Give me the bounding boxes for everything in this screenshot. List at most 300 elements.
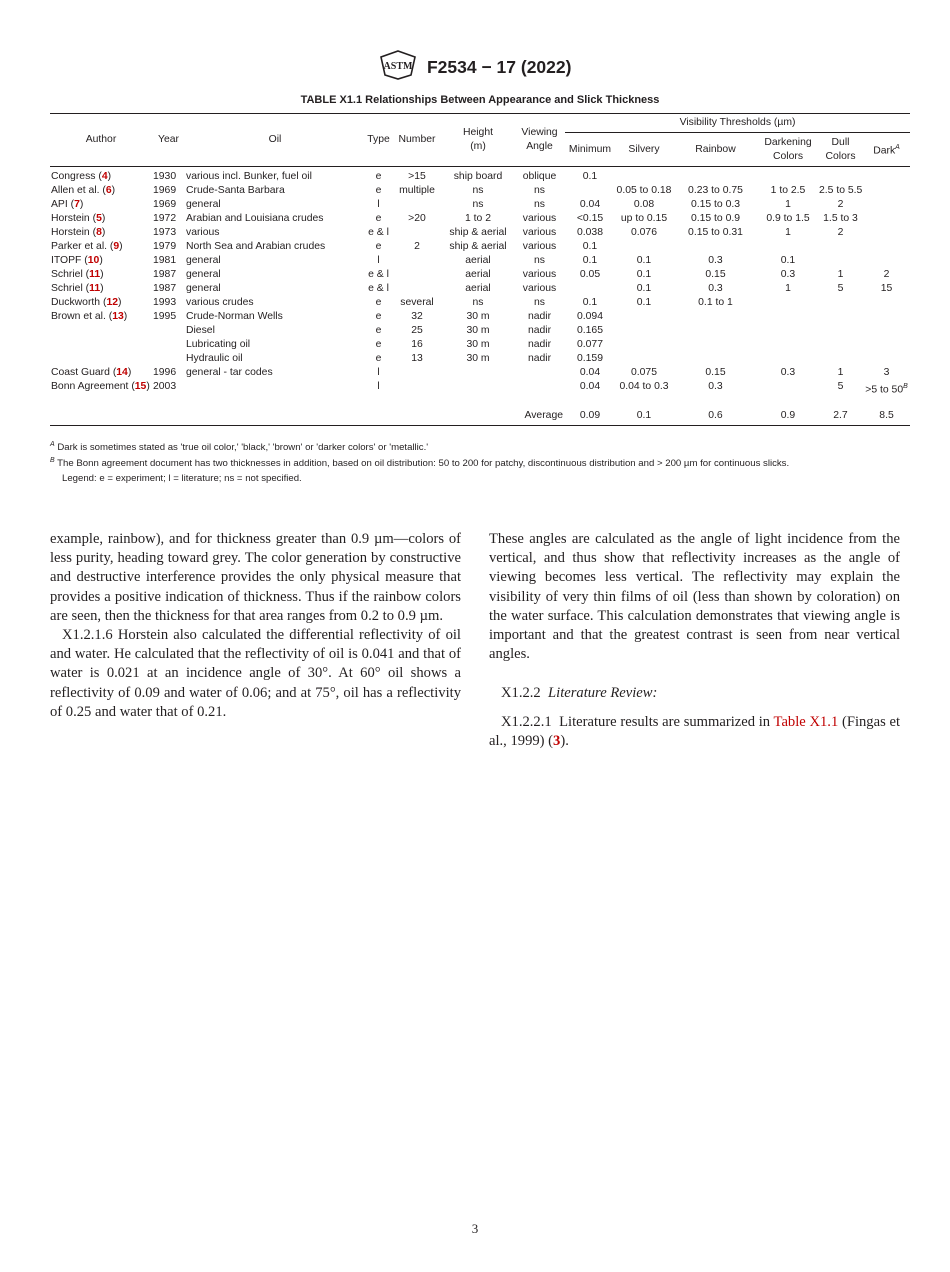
cell-height: ns [472, 199, 484, 210]
cell-darkening [758, 296, 818, 310]
table-x1-1-link[interactable]: Table X1.1 [773, 713, 839, 730]
angle-line2: Angle [526, 141, 553, 152]
paragraph-text-2: (Fingas et al., 1999) ( [489, 713, 900, 749]
cell-min: 0.038 [576, 227, 603, 238]
cell-number: >20 [408, 213, 426, 224]
cell-year: 1979 [153, 241, 177, 252]
cell-number: 25 [411, 325, 423, 336]
cell-dull: 1 [837, 269, 844, 280]
cell-oil: Crude-Norman Wells [186, 311, 283, 322]
cell-dull [818, 240, 863, 254]
angle-line1: Viewing [521, 127, 558, 138]
cell-number [392, 282, 442, 296]
col-header-height [442, 114, 514, 167]
cell-type: l [377, 255, 380, 266]
paragraph-x1-2-1-6: X1.2.1.6 Horstein also calculated the differential reflectivity of oil and water. He calculated that the reflectivity of oil is 0.041 and that of water is 0.021 at an incidence angle of 30°. At 60° oil shows a reflectivity of 0.09 and water of 0.06; and at 75°, oil has a reflectivity of 0.25 and water that of 0.21. [50, 627, 461, 720]
cell-dark: 3 [883, 367, 890, 378]
author-name: ITOPF [51, 255, 82, 266]
cell-height: 30 m [466, 325, 490, 336]
cell-year [152, 338, 185, 352]
cell-author: API (7) [51, 199, 84, 210]
cell-year: 1993 [153, 297, 177, 308]
reference-link[interactable]: 15 [134, 381, 147, 392]
cell-year [152, 352, 185, 366]
body-column-left [50, 530, 461, 722]
cell-author: Schriel (11) [51, 283, 104, 294]
cell-rainbow: 0.15 to 0.9 [690, 213, 741, 224]
cell-rainbow [673, 352, 758, 366]
cell-type: e [375, 339, 382, 350]
cell-rainbow [673, 324, 758, 338]
cell-darkening: 0.1 [780, 255, 796, 266]
cell-min: 0.04 [579, 199, 601, 210]
cell-dark: 2 [883, 269, 890, 280]
cell-dark: 15 [880, 283, 893, 294]
author-name: Allen et al. [51, 185, 100, 196]
cell-dull [818, 310, 863, 324]
author-name: Bonn Agreement [51, 381, 129, 392]
cell-type: e & l [368, 283, 389, 294]
cell-author: Bonn Agreement (15) [51, 381, 150, 392]
cell-angle [514, 366, 565, 380]
astm-logo-text: ASTM [383, 61, 412, 72]
col-header-rainbow: Rainbow [695, 143, 736, 155]
cell-angle: nadir [527, 325, 552, 336]
cell-oil: various crudes [186, 297, 254, 308]
cell-rainbow: 0.15 [705, 367, 726, 378]
cell-number: 2 [414, 241, 420, 252]
cell-number [392, 366, 442, 380]
cell-year: 1972 [153, 213, 177, 224]
cell-type: e [375, 171, 382, 182]
reference-link[interactable]: 14 [116, 367, 128, 378]
footnote-b [50, 454, 910, 470]
cell-height: aerial [465, 269, 491, 280]
author-name: Duckworth [51, 297, 101, 308]
cell-angle [514, 380, 565, 397]
author-name: Coast Guard [51, 367, 110, 378]
footnote-a-text: Dark is sometimes stated as 'true oil color,' 'black,' 'brown' or 'darker colors' or 'metallic.' [57, 442, 429, 454]
col-header-angle [514, 114, 565, 167]
cell-type: e & l [368, 269, 389, 280]
col-header-oil: Oil [268, 134, 282, 145]
cell-dull [818, 352, 863, 366]
reference-link[interactable]: 9 [113, 241, 120, 252]
cell-oil [185, 380, 365, 397]
cell-dull: 5 [837, 283, 844, 294]
cell-year: 1987 [153, 269, 177, 280]
cell-min: 0.04 [579, 367, 601, 378]
cell-dark [863, 212, 910, 226]
footnote-b-mark: B [903, 383, 908, 390]
cell-angle: ns [534, 297, 545, 308]
table-spacer-row [50, 397, 910, 409]
dull-line2: Colors [825, 150, 856, 162]
cell-min: 0.04 [579, 381, 601, 392]
cell-oil: general - tar codes [186, 367, 273, 378]
cell-author: ITOPF (10) [51, 255, 103, 266]
cell-dark [863, 254, 910, 268]
cell-rainbow: 0.3 [708, 255, 723, 266]
cell-rainbow [673, 240, 758, 254]
author-name: Congress [51, 171, 96, 182]
cell-number: 16 [411, 339, 423, 350]
table-row [50, 167, 910, 185]
reference-link[interactable]: 7 [74, 199, 80, 210]
cell-height: ns [472, 297, 484, 308]
col-header-silvery: Silvery [628, 143, 660, 155]
cell-dull: 5 [837, 381, 844, 392]
reference-link[interactable]: 6 [105, 185, 112, 196]
cell-number [392, 198, 442, 212]
table-row [50, 268, 910, 282]
average-row [50, 409, 910, 426]
cell-silvery: 0.076 [630, 227, 657, 238]
col-header-year: Year [158, 134, 179, 145]
cell-oil: Lubricating oil [186, 339, 251, 350]
page-number: 3 [471, 1221, 479, 1236]
cell-darkening: 0.3 [780, 367, 796, 378]
cell-angle: various [522, 213, 557, 224]
cell-rainbow [673, 338, 758, 352]
cell-type: e [375, 241, 382, 252]
cell-height: ns [472, 185, 484, 196]
cell-dull [818, 338, 863, 352]
reference-link[interactable]: 11 [89, 269, 101, 280]
table-row [50, 212, 910, 226]
cell-number: multiple [399, 185, 435, 196]
cell-angle: various [522, 269, 557, 280]
cell-number: 13 [411, 353, 423, 364]
cell-rainbow: 0.15 to 0.3 [690, 199, 741, 210]
author-name: Schriel [51, 283, 83, 294]
cell-height [442, 366, 514, 380]
cell-type: l [377, 367, 380, 378]
darkening-line1: Darkening [764, 136, 812, 148]
cell-angle: nadir [527, 353, 552, 364]
col-header-author: Author [85, 134, 117, 145]
cell-rainbow [673, 167, 758, 185]
table-row [50, 352, 910, 366]
cell-silvery [615, 338, 673, 352]
cell-year [152, 324, 185, 338]
cell-oil: general [186, 255, 221, 266]
reference-link[interactable]: 11 [89, 283, 101, 294]
cell-silvery: 0.075 [630, 367, 657, 378]
cell-darkening [758, 310, 818, 324]
cell-oil: Diesel [186, 325, 215, 336]
table-row [50, 338, 910, 352]
cell-rainbow: 0.3 [708, 283, 723, 294]
table-legend: Legend: e = experiment; l = literature; ns = not specified. [62, 473, 302, 485]
cell-author: Brown et al. (13) [51, 311, 128, 322]
col-header-minimum: Minimum [568, 143, 612, 155]
cell-darkening: 1 [785, 199, 791, 210]
cell-darkening: 0.9 to 1.5 [766, 213, 810, 224]
cell-silvery: up to 0.15 [620, 213, 668, 224]
cell-angle: nadir [527, 311, 552, 322]
reference-link[interactable]: 8 [96, 227, 102, 238]
standard-designation: F2534 − 17 (2022) [426, 57, 572, 77]
footnote-b-mark: B [50, 457, 55, 465]
reference-link[interactable]: 12 [106, 297, 119, 308]
cell-silvery: 0.1 [636, 283, 652, 294]
cell-rainbow: 0.3 [708, 381, 723, 392]
cell-darkening: 0.3 [780, 269, 796, 280]
author-name: Horstein [51, 227, 90, 238]
cell-oil: North Sea and Arabian crudes [186, 241, 326, 252]
cell-author: Allen et al. (6) [51, 185, 116, 196]
cell-author: Parker et al. (9) [51, 241, 123, 252]
cell-min: 0.05 [579, 269, 601, 280]
dark-value: >5 to 50 [865, 384, 904, 396]
cell-dull: 1.5 to 3 [823, 213, 858, 224]
cell-dull: 1 [837, 367, 844, 378]
paragraph-number: X1.2.2.1 [501, 713, 552, 730]
cell-oil: general [186, 269, 221, 280]
cell-dark [863, 324, 910, 338]
cell-type: l [377, 381, 380, 392]
cell-rainbow: 0.15 to 0.31 [688, 227, 743, 238]
cell-dark [863, 338, 910, 352]
cell-author: Horstein (8) [51, 227, 106, 238]
cell-oil: various [186, 227, 220, 238]
col-header-number: Number [398, 134, 436, 145]
paragraph-angles: These angles are calculated as the angle of light incidence from the vertical, and thus show that reflectivity increases as the angle of viewing becomes less vertical. The reflectivity may explain the visibility of very thin films of oil (less than shown by coloration) on the water surface. This calculation demonstrates that viewing angle is important and that the greatest contrast is seen from near vertical angles. [489, 531, 900, 663]
cell-silvery: 0.04 to 0.3 [619, 381, 669, 392]
cell-dark [863, 310, 910, 324]
cell-silvery: 0.05 to 0.18 [616, 185, 672, 196]
cell-silvery [615, 352, 673, 366]
cell-height: 30 m [466, 353, 490, 364]
cell-author [50, 352, 152, 366]
dark-footnote-mark: A [895, 143, 900, 151]
cell-author [50, 324, 152, 338]
dark-label: Dark [873, 145, 896, 157]
average-label: Average [524, 410, 563, 422]
author-name: Horstein [51, 213, 90, 224]
cell-dark [863, 240, 910, 254]
cell-type: e [375, 297, 382, 308]
cell-dark [863, 352, 910, 366]
paragraph-continuation: example, rainbow), and for thickness greater than 0.9 µm—colors of less purity, heading toward grey. The color generation by constructive and destructive interference provides the only physical measure that provides a positive indication of thickness. Thus if the rainbow colors are seen, then the thickness for that area ranges from 0.2 to 0.9 µm. [50, 531, 461, 624]
average-dark: 8.5 [879, 410, 894, 422]
table-row [50, 324, 910, 338]
average-silvery: 0.1 [636, 410, 652, 422]
table-row [50, 380, 910, 397]
cell-number: >15 [408, 171, 426, 182]
height-line1: Height [462, 127, 494, 138]
cell-dull [818, 167, 863, 185]
cell-angle: ns [534, 255, 545, 266]
cell-dark [863, 380, 910, 397]
author-name: Brown et al. [51, 311, 106, 322]
cell-dull [818, 296, 863, 310]
cell-type: l [377, 199, 380, 210]
cell-height: ship & aerial [449, 227, 507, 238]
cell-dark [863, 184, 910, 198]
cell-dull [818, 254, 863, 268]
paragraph-x1-2-2-1 [489, 713, 900, 751]
paragraph-text-1: Literature results are summarized in [559, 713, 771, 730]
cell-silvery: 0.08 [633, 199, 655, 210]
cell-height: aerial [465, 283, 491, 294]
section-title: Literature Review: [548, 685, 658, 702]
table-footnotes [50, 438, 910, 485]
cell-darkening [758, 167, 818, 185]
cell-year: 1969 [153, 199, 177, 210]
cell-silvery: 0.1 [636, 255, 652, 266]
cell-min: 0.1 [582, 255, 598, 266]
col-header-dull [818, 133, 863, 167]
body-column-right [489, 530, 900, 751]
reference-link[interactable]: 13 [112, 311, 124, 322]
cell-type: e & l [368, 227, 389, 238]
cell-number: 32 [411, 311, 423, 322]
average-dull: 2.7 [833, 410, 848, 422]
cell-author: Schriel (11) [51, 269, 104, 280]
cell-darkening [758, 380, 818, 397]
cell-number [392, 268, 442, 282]
cell-min [565, 282, 615, 296]
cell-angle: various [522, 227, 557, 238]
reference-link[interactable]: 10 [87, 255, 100, 266]
col-group-visibility: Visibility Thresholds (µm) [565, 114, 910, 133]
cell-height [442, 380, 514, 397]
section-number: X1.2.2 [501, 685, 541, 702]
page-header [0, 50, 950, 85]
table-row [50, 184, 910, 198]
table-row [50, 282, 910, 296]
cell-year: 1981 [153, 255, 177, 266]
cell-oil: Crude-Santa Barbara [186, 185, 285, 196]
cell-dark [863, 226, 910, 240]
cell-min [565, 184, 615, 198]
paragraph-text-3: ). [560, 732, 569, 749]
author-name: Parker et al. [51, 241, 108, 252]
cell-height: 30 m [466, 311, 490, 322]
cell-silvery [615, 240, 673, 254]
cell-type: e [375, 311, 382, 322]
reference-3-link[interactable]: 3 [553, 732, 561, 749]
height-line2: (m) [470, 141, 486, 152]
cell-year: 2003 [153, 381, 177, 392]
cell-angle: various [522, 283, 557, 294]
cell-rainbow [673, 310, 758, 324]
cell-min: 0.077 [576, 339, 603, 350]
cell-rainbow: 0.23 to 0.75 [688, 185, 743, 196]
cell-author: Coast Guard (14) [51, 367, 132, 378]
cell-type: e [375, 325, 382, 336]
cell-height: ship & aerial [449, 241, 507, 252]
cell-year: 1973 [153, 227, 177, 238]
section-x1-2-2 [489, 684, 900, 703]
cell-type: e [375, 185, 382, 196]
col-header-darkening [758, 133, 818, 167]
astm-logo [379, 50, 417, 85]
cell-dark [863, 167, 910, 185]
cell-min: 0.1 [582, 241, 598, 252]
cell-author: Congress (4) [51, 171, 112, 182]
cell-darkening: 1 [785, 227, 791, 238]
table-row [50, 366, 910, 380]
cell-year: 1930 [153, 171, 177, 182]
cell-silvery [615, 310, 673, 324]
cell-oil: general [186, 199, 221, 210]
cell-angle: nadir [527, 339, 552, 350]
footnote-a-mark: A [50, 441, 55, 448]
cell-min: <0.15 [576, 213, 604, 224]
cell-number [392, 226, 442, 240]
cell-dark [863, 198, 910, 212]
cell-number [392, 380, 442, 397]
cell-height: 30 m [466, 339, 490, 350]
author-name: API [51, 199, 68, 210]
cell-oil: Arabian and Louisiana crudes [186, 213, 324, 224]
cell-darkening [758, 352, 818, 366]
cell-author: Horstein (5) [51, 213, 106, 224]
table-caption: TABLE X1.1 Relationships Between Appearance and Slick Thickness [300, 94, 660, 106]
cell-rainbow: 0.15 [705, 269, 726, 280]
cell-oil: general [186, 283, 221, 294]
cell-min: 0.1 [582, 171, 598, 182]
reference-link[interactable]: 5 [96, 213, 102, 224]
table-body [50, 167, 910, 426]
col-header-dark [863, 133, 910, 167]
cell-height: 1 to 2 [465, 213, 491, 224]
table-row [50, 310, 910, 324]
table-row [50, 198, 910, 212]
table-row [50, 254, 910, 268]
footnote-a [50, 438, 910, 454]
appearance-thickness-table [50, 113, 910, 426]
average-darkening: 0.9 [780, 410, 796, 422]
cell-type: e [375, 353, 382, 364]
cell-number: several [400, 297, 434, 308]
cell-darkening [758, 324, 818, 338]
table-row [50, 296, 910, 310]
cell-angle: ns [534, 199, 545, 210]
cell-height: ship board [453, 171, 503, 182]
cell-dull [818, 324, 863, 338]
cell-type: e [375, 213, 382, 224]
cell-min: 0.159 [576, 353, 603, 364]
cell-oil: various incl. Bunker, fuel oil [186, 171, 312, 182]
cell-number [392, 254, 442, 268]
cell-dull: 2.5 to 5.5 [819, 185, 863, 196]
cell-darkening [758, 338, 818, 352]
cell-darkening [758, 240, 818, 254]
footnote-b-text: The Bonn agreement document has two thicknesses in addition, based on oil distribution: 50 to 200 for patchy, discontinuous distribution and > 200 µm for continuous slicks. [57, 458, 790, 470]
col-header-type: Type [367, 134, 390, 145]
cell-oil: Hydraulic oil [186, 353, 243, 364]
table-row [50, 226, 910, 240]
average-rainbow: 0.6 [708, 410, 723, 422]
reference-link[interactable]: 4 [101, 171, 108, 182]
cell-darkening: 1 [785, 283, 791, 294]
cell-silvery [615, 324, 673, 338]
cell-angle: oblique [522, 171, 557, 182]
cell-min: 0.094 [576, 311, 603, 322]
cell-silvery [615, 167, 673, 185]
cell-year: 1987 [153, 283, 177, 294]
cell-dark [863, 296, 910, 310]
cell-min: 0.1 [582, 297, 598, 308]
cell-height: aerial [465, 255, 491, 266]
cell-min: 0.165 [576, 325, 603, 336]
dull-line1: Dull [831, 136, 850, 148]
cell-author [50, 338, 152, 352]
